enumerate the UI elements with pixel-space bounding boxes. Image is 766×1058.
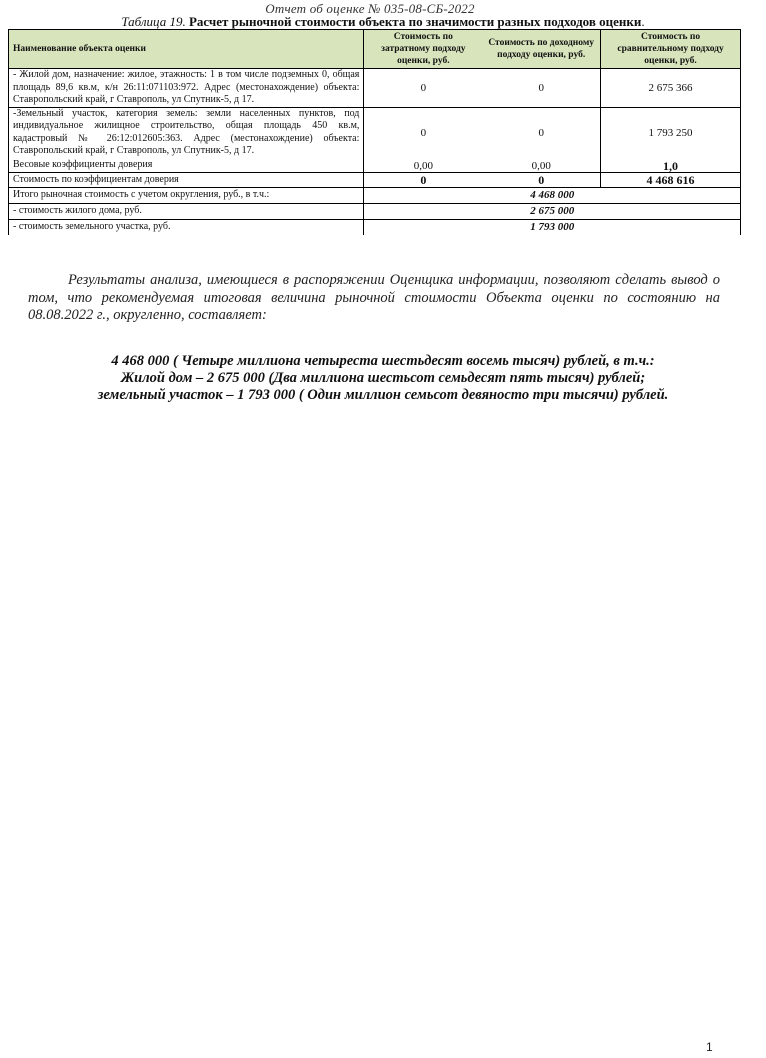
header-income-approach: Стоимость по доходному подходу оценки, руб.: [482, 30, 600, 69]
table-row-house: [9, 69, 741, 108]
header-cost-approach: Стоимость по затратному подходу оценки, руб.: [364, 30, 482, 69]
land-total-label: - стоимость земельного участка, руб.: [9, 219, 364, 235]
summary-line-house: Жилой дом – 2 675 000 (Два миллиона шестьсот семьдесят пять тысяч) рублей;: [120, 370, 646, 386]
weights-income: 0,00: [482, 158, 600, 173]
summary-line-total: 4 468 000 ( Четыре миллиона четыреста шестьдесят восемь тысяч) рублей, в т.ч.:: [111, 353, 655, 369]
table-row-land-total: [9, 219, 741, 235]
weights-cost: 0,00: [364, 158, 482, 173]
land-cost-value: 0: [364, 107, 482, 158]
house-description: - Жилой дом, назначение: жилое, этажность: 1 в том числе подземных 0, общая площадь 89,6 кв.м, к/н 26:11:071103:972. Адрес (местонахождение) объекта: Ставропольский край, г Ставрополь, ул Спутник-5, д 17.: [9, 69, 364, 108]
house-total-label: - стоимость жилого дома, руб.: [9, 203, 364, 219]
weights-comparative: 1,0: [601, 158, 741, 173]
caption-end: .: [641, 14, 645, 29]
land-description: -Земельный участок, категория земель: земли населенных пунктов, под индивидуальное жилищное строительство, общая площадь 450 кв.м, кадастровый № 26:12:012605:363. Адрес (местонахождение) объекта: Ставропольский край, г Ставрополь, ул Спутник-5, д 17.: [9, 107, 364, 158]
final-value-summary: [0, 353, 766, 404]
page-number: 1: [706, 1040, 713, 1054]
table-row-land: [9, 107, 741, 158]
table-row-house-total: [9, 203, 741, 219]
house-total-value: 2 675 000: [364, 203, 741, 219]
weighted-cost-label: Стоимость по коэффициентам доверия: [9, 172, 364, 187]
summary-line-land: земельный участок – 1 793 000 ( Один миллион семьсот девяносто три тысячи) рублей.: [97, 387, 669, 403]
table-caption: [0, 14, 766, 30]
land-income-value: 0: [482, 107, 600, 158]
running-header: Отчет об оценке № 035-08-СБ-2022: [265, 1, 475, 16]
table-row-weighted-cost: [9, 172, 741, 187]
weighted-cost-comparative: 4 468 616: [601, 172, 741, 187]
weights-label: Весовые коэффициенты доверия: [9, 158, 364, 173]
total-label: Итого рыночная стоимость с учетом округления, руб., в т.ч.:: [9, 187, 364, 203]
table-row-total: [9, 187, 741, 203]
house-income-value: 0: [482, 69, 600, 108]
header-comparative-approach: Стоимость по сравнительному подходу оценки, руб.: [601, 30, 741, 69]
land-comparative-value: 1 793 250: [601, 107, 741, 158]
caption-title: Расчет рыночной стоимости объекта по значимости разных подходов оценки: [188, 14, 642, 29]
conclusion-paragraph: Результаты анализа, имеющиеся в распоряжении Оценщика информации, позволяют сделать вывод о том, что рекомендуемая итоговая величина рыночной стоимости Объекта оценки по состоянию на 08.08.2022 г., округленно, составляет:: [28, 272, 720, 323]
table-header-row: [9, 30, 741, 69]
land-total-value: 1 793 000: [364, 219, 741, 235]
house-cost-value: 0: [364, 69, 482, 108]
table-row-weights: [9, 158, 741, 173]
weighted-cost-cost: 0: [364, 172, 482, 187]
total-value: 4 468 000: [364, 187, 741, 203]
valuation-table: [8, 29, 741, 235]
house-comparative-value: 2 675 366: [601, 69, 741, 108]
caption-number: Таблица 19.: [121, 14, 186, 29]
header-object-name: Наименование объекта оценки: [9, 30, 364, 69]
weighted-cost-income: 0: [482, 172, 600, 187]
